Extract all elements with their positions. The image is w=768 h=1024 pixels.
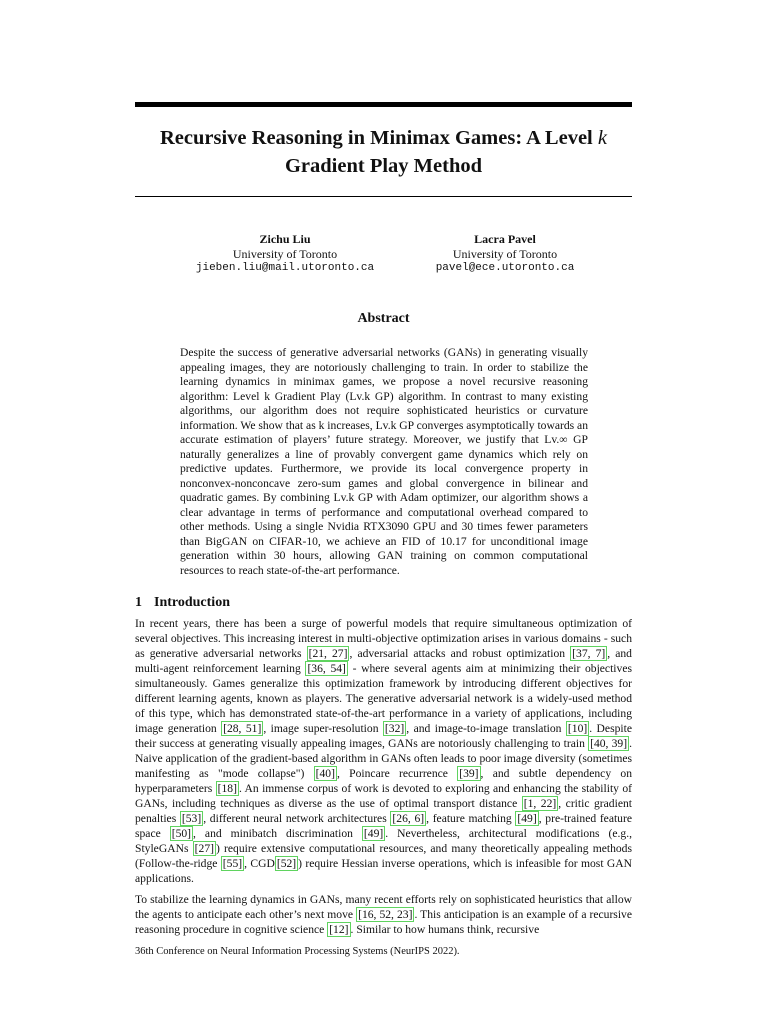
author-email: jieben.liu@mail.utoronto.ca: [195, 262, 375, 274]
title-top-rule: [135, 102, 632, 107]
author-block-2: [395, 232, 615, 276]
text-run: , and minibatch discrimination: [193, 827, 362, 840]
title-k: k: [597, 127, 607, 149]
citation-link[interactable]: [39]: [459, 767, 479, 780]
intro-paragraph-1: [135, 616, 632, 886]
citation-link[interactable]: [12]: [329, 923, 349, 936]
title-part-2: Gradient Play Method: [284, 155, 482, 177]
text-run: . This anticipation is an example of a recursive reasoning procedure in cognitive science: [135, 908, 632, 936]
text-run: . Despite their success at generating visually appealing images, GANs are notoriously challenging to train: [135, 722, 632, 750]
section-number: 1: [135, 595, 142, 610]
text-run: ) require Hessian inverse operations, which is infeasible for most GAN applications.: [135, 857, 633, 885]
citation-link[interactable]: [28, 51]: [223, 722, 262, 735]
author-affiliation: University of Toronto: [232, 246, 338, 261]
text-run: , Poincare recurrence: [336, 767, 458, 780]
footer-note: 36th Conference on Neural Information Processing Systems (NeurIPS 2022).: [135, 946, 460, 957]
text-run: , pre-trained feature space: [135, 812, 632, 840]
author-affiliation: University of Toronto: [452, 246, 558, 261]
section-heading: [135, 595, 230, 611]
author-block-1: [180, 232, 390, 276]
citation-link[interactable]: [32]: [384, 722, 405, 735]
text-run: . Nevertheless, architectural modifications (e.g., StyleGANs: [135, 827, 632, 855]
body-text: [135, 616, 632, 943]
author-name: Zichu Liu: [259, 232, 311, 246]
citation-link[interactable]: [55]: [222, 857, 243, 870]
citation-link[interactable]: [16, 52, 23]: [358, 908, 413, 921]
citation-link[interactable]: [40, 39]: [590, 737, 628, 750]
text-run: , image super-resolution: [263, 722, 383, 735]
citation-link[interactable]: [50]: [171, 827, 192, 840]
abstract-text: Despite the success of generative adversarial networks (GANs) in generating visually appealing images, they are notoriously challenging to train. In order to stabilize the learning dynamics in minimax games, we propose a novel recursive reasoning algorithm: Level k Gradient Play (Lv.k GP) algorithm. In contrast to many existing algorithms, our algorithm does not require sophisticated heuristics or curvature information. We show that as k increases, Lv.k GP converges asymptotically towards an accurate estimation of players’ future strategy. Moreover, we justify that Lv.∞ GP naturally generalizes a line of provably convergent game dynamics which rely on predictive updates. Furthermore, we provide its local convergence property in nonconvex-nonconcave zero-sum games and global convergence in bilinear and quadratic games. By combining Lv.k GP with Adam optimizer, our algorithm shows a clear advantage in terms of performance and computational overhead compared to other methods. Using a single Nvidia RTX3090 GPU and 30 times fewer parameters than BigGAN on CIFAR-10, we achieve an FID of 10.17 for unconditional image generation within 30 hours, allowing GAN training on common computational resources to reach state-of-the-art performance.: [180, 346, 588, 577]
text-run: . Similar to how humans think, recursive: [350, 923, 540, 936]
citation-link[interactable]: [49]: [517, 812, 537, 825]
text-run: ) require extensive computational resources, and many theoretically appealing methods (Follow-the-ridge: [135, 842, 632, 870]
text-run: , and image-to-image translation: [406, 722, 566, 735]
text-run: , and multi-agent reinforcement learning: [135, 647, 632, 675]
title-bottom-rule: [135, 196, 632, 197]
citation-link[interactable]: [36, 54]: [307, 662, 346, 675]
text-run: . An immense corpus of work is devoted to exploring and enhancing the stability of GANs, including techniques as diverse as the use of optimal transport distance: [135, 782, 632, 810]
citation-link[interactable]: [53]: [181, 812, 202, 825]
author-name: Lacra Pavel: [474, 232, 536, 246]
text-run: , critic gradient penalties: [135, 797, 632, 825]
citation-link[interactable]: [52]: [276, 857, 297, 870]
text-run: . Naive application of the gradient-based algorithm in GANs often leads to poor image diversity (sometimes manifesting as "mode collapse"): [135, 737, 632, 780]
text-run: To stabilize the learning dynamics in GANs, many recent efforts rely on sophisticated heuristics that allow the agents to anticipate each other’s next move: [135, 893, 632, 921]
citation-link[interactable]: [49]: [363, 827, 384, 840]
title-part-1: Recursive Reasoning in Minimax Games: A Level: [160, 127, 598, 149]
section-title: Introduction: [154, 595, 230, 610]
text-run: , adversarial attacks and robust optimization: [349, 647, 571, 660]
citation-link[interactable]: [10]: [567, 722, 588, 735]
citation-link[interactable]: [37, 7]: [572, 647, 606, 660]
text-run: , different neural network architectures: [203, 812, 391, 825]
text-run: - where several agents aim at minimizing their objectives simultaneously. Games generalize this optimization framework by introducing different objectives for different learning agents, known as players. The generative adversarial network is a widely-used method of this type, which has demonstrated state-of-the-art performance in a variety of applications, including image generation: [135, 662, 632, 735]
text-run: , and subtle dependency on hyperparameters: [135, 767, 633, 795]
citation-link[interactable]: [26, 6]: [392, 812, 425, 825]
citation-link[interactable]: [18]: [217, 782, 237, 795]
author-email: pavel@ece.utoronto.ca: [435, 262, 575, 274]
intro-paragraph-2: [135, 892, 632, 937]
citation-link[interactable]: [1, 22]: [523, 797, 557, 810]
citation-link[interactable]: [40]: [315, 767, 335, 780]
text-run: In recent years, there has been a surge of powerful models that require simultaneous optimization of several objectives. This increasing interest in multi-objective optimization arises in various domains - such as generative adversarial networks: [135, 617, 632, 660]
paper-title: [135, 124, 632, 180]
text-run: , CGD: [244, 857, 275, 870]
citation-link[interactable]: [21, 27]: [308, 647, 348, 660]
citation-link[interactable]: [27]: [194, 842, 214, 855]
abstract-heading: Abstract: [357, 311, 410, 326]
text-run: , feature matching: [426, 812, 516, 825]
